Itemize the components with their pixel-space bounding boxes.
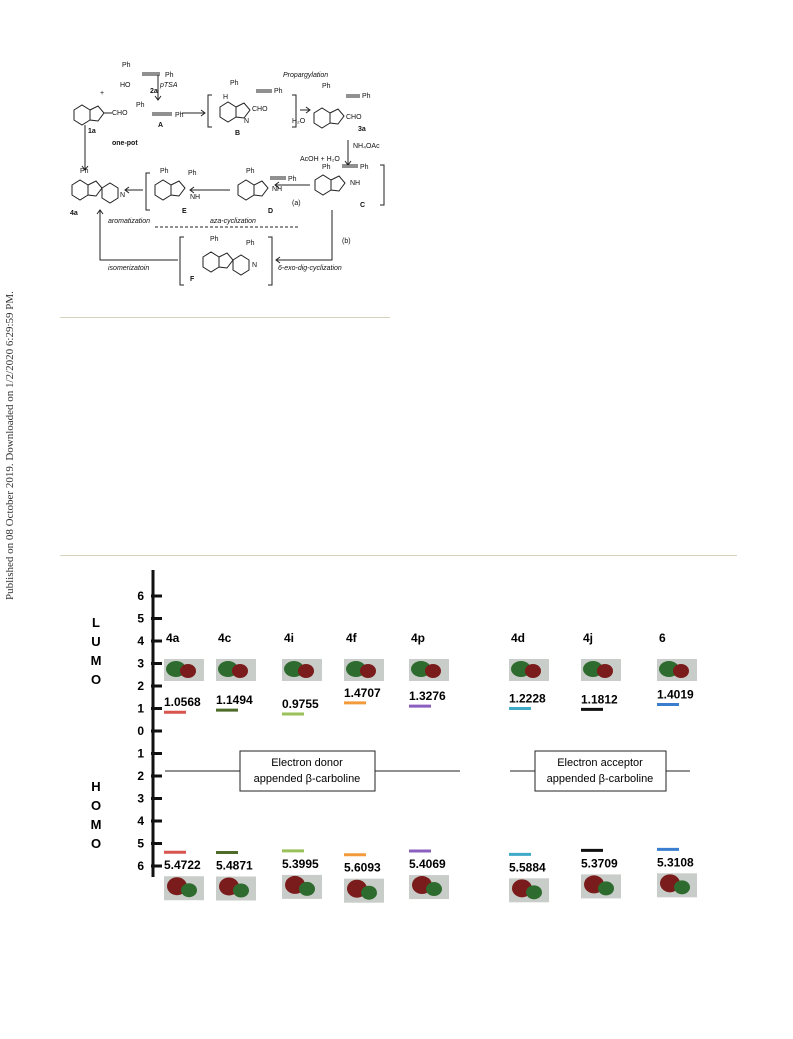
lumo-value: 1.3276 bbox=[409, 689, 446, 704]
water-label: H₂O bbox=[292, 118, 306, 125]
acceptor-section bbox=[510, 751, 690, 791]
homo-value: 5.4069 bbox=[409, 857, 446, 872]
lumo-lobe-red bbox=[673, 664, 689, 678]
homo-tick-label: 3 bbox=[137, 791, 144, 806]
homo-tick-label: 2 bbox=[137, 769, 144, 783]
svg-text:Ph: Ph bbox=[160, 168, 169, 175]
homo-lobe-green bbox=[181, 883, 197, 897]
compound-F: F bbox=[190, 276, 195, 283]
svg-text:Ph: Ph bbox=[322, 83, 331, 90]
nh4oac-label: NH₄OAc bbox=[353, 143, 380, 150]
compound-name: 4f bbox=[346, 631, 357, 645]
energy-axis bbox=[137, 570, 162, 877]
nh-D: NH bbox=[272, 186, 283, 193]
acoh-label: AcOH + H₂O bbox=[300, 156, 340, 163]
homo-lobe-green bbox=[674, 880, 690, 894]
donor-section bbox=[165, 751, 460, 791]
homo-letter: H bbox=[91, 779, 101, 794]
homo-lumo-diagram bbox=[80, 565, 760, 905]
homo-tick-label: 4 bbox=[137, 814, 144, 828]
donor-box-line1: Electron donor bbox=[271, 757, 343, 769]
svg-text:Ph: Ph bbox=[246, 168, 255, 175]
lumo-tick-label: 0 bbox=[137, 724, 144, 738]
compound-name: 4p bbox=[411, 631, 426, 645]
homo-lobe-green bbox=[426, 882, 442, 896]
compound-name: 4a bbox=[166, 631, 180, 645]
lumo-lobe-red bbox=[232, 664, 248, 678]
homo-value: 5.3709 bbox=[581, 856, 618, 871]
lumo-tick-label: 1 bbox=[137, 701, 144, 716]
cho-1a: CHO bbox=[112, 110, 128, 117]
cho-3a: CHO bbox=[346, 114, 362, 121]
ptsa-label: pTSA bbox=[160, 82, 178, 89]
lumo-value: 1.2228 bbox=[509, 691, 546, 706]
compound-name: 4i bbox=[284, 631, 295, 645]
compound-4a: 4a bbox=[70, 210, 78, 217]
homo-value: 5.5884 bbox=[509, 860, 546, 875]
homo-lobe-green bbox=[299, 882, 315, 896]
lumo-lobe-red bbox=[525, 664, 541, 678]
lumo-tick-label: 4 bbox=[137, 634, 144, 648]
homo-tick-label: 5 bbox=[137, 836, 144, 851]
svg-text:Ph: Ph bbox=[288, 176, 297, 183]
lumo-letter: L bbox=[92, 615, 100, 630]
homo-letter: M bbox=[90, 817, 102, 832]
lumo-value: 0.9755 bbox=[282, 697, 319, 712]
compound-C: C bbox=[360, 202, 366, 209]
lumo-lobe-red bbox=[298, 664, 314, 678]
compound-name: 4j bbox=[583, 631, 594, 645]
homo-letter: O bbox=[90, 836, 102, 851]
compound-B: B bbox=[235, 130, 241, 137]
lumo-letter: U bbox=[91, 634, 101, 649]
path-b: (b) bbox=[342, 238, 351, 245]
lumo-letter: M bbox=[90, 653, 102, 668]
lumo-value: 1.1494 bbox=[216, 693, 253, 708]
lumo-lobe-red bbox=[180, 664, 196, 678]
path-a: (a) bbox=[292, 200, 301, 207]
homo-value: 5.3108 bbox=[657, 855, 694, 870]
compound-1a: 1a bbox=[88, 128, 96, 135]
compound-E: E bbox=[182, 208, 187, 215]
compound-name: 4d bbox=[511, 631, 526, 645]
divider-top bbox=[60, 317, 390, 318]
compound-name: 4c bbox=[218, 631, 232, 645]
nh-C: NH bbox=[350, 180, 361, 187]
lumo-lobe-red bbox=[425, 664, 441, 678]
lumo-value: 1.0568 bbox=[164, 695, 201, 710]
svg-text:Ph: Ph bbox=[175, 112, 184, 119]
compound-4a bbox=[164, 631, 204, 900]
homo-lobe-green bbox=[598, 881, 614, 895]
cho-B: CHO bbox=[252, 106, 268, 113]
aza-cyclization-label: aza-cyclization bbox=[210, 218, 256, 225]
svg-text:Ph: Ph bbox=[246, 240, 255, 247]
homo-lobe-green bbox=[361, 886, 377, 900]
lumo-tick-label: 6 bbox=[137, 589, 144, 603]
lumo-tick-label: 5 bbox=[137, 611, 144, 626]
acceptor-box-line2: appended β-carboline bbox=[546, 773, 654, 785]
n-B: N bbox=[244, 118, 250, 125]
reaction-scheme bbox=[60, 55, 390, 305]
ph-label: Ph bbox=[122, 62, 131, 69]
compound-A: A bbox=[158, 122, 164, 129]
compound-name: 6 bbox=[659, 631, 666, 645]
homo-lobe-green bbox=[526, 885, 542, 899]
homo-tick-label: 1 bbox=[137, 746, 144, 761]
plus-sign: + bbox=[100, 90, 105, 97]
lumo-letter: O bbox=[90, 672, 102, 687]
nh-E: NH bbox=[190, 194, 201, 201]
homo-value: 5.6093 bbox=[344, 860, 381, 875]
isomerization-label: isomerizatoin bbox=[108, 265, 150, 272]
n-4a: N bbox=[120, 192, 126, 199]
donor-box-line2: appended β-carboline bbox=[253, 773, 361, 785]
aromatization-label: aromatization bbox=[108, 218, 151, 225]
compound-3a: 3a bbox=[358, 126, 366, 133]
lumo-value: 1.4019 bbox=[657, 687, 694, 702]
lumo-value: 1.4707 bbox=[344, 685, 381, 700]
lumo-value: 1.1812 bbox=[581, 692, 618, 707]
svg-text:Ph: Ph bbox=[210, 236, 219, 243]
acceptor-box-line1: Electron acceptor bbox=[557, 757, 643, 769]
lumo-tick-label: 2 bbox=[137, 679, 144, 693]
svg-text:Ph: Ph bbox=[188, 170, 197, 177]
svg-text:Ph: Ph bbox=[360, 164, 369, 171]
lumo-lobe-red bbox=[597, 664, 613, 678]
svg-text:Ph: Ph bbox=[274, 88, 283, 95]
svg-text:Ph: Ph bbox=[362, 93, 371, 100]
compound-D: D bbox=[268, 208, 274, 215]
h-label: H bbox=[223, 94, 229, 101]
lumo-tick-label: 3 bbox=[137, 656, 144, 671]
compound-4p bbox=[409, 631, 449, 899]
svg-text:Ph: Ph bbox=[136, 102, 145, 109]
homo-value: 5.4871 bbox=[216, 858, 253, 873]
compound-2a: 2a bbox=[150, 88, 158, 95]
homo-lobe-green bbox=[233, 883, 249, 897]
lumo-lobe-red bbox=[360, 664, 376, 678]
indole-ring-1a bbox=[74, 105, 90, 125]
homo-letter: O bbox=[90, 798, 102, 813]
svg-text:Ph: Ph bbox=[322, 164, 331, 171]
homo-tick-label: 6 bbox=[137, 859, 144, 873]
svg-text:Ph: Ph bbox=[80, 168, 89, 175]
divider-bottom bbox=[60, 555, 737, 556]
ho-label: HO bbox=[120, 82, 131, 89]
propargylation-label: Propargylation bbox=[283, 72, 329, 79]
publication-note: Published on 08 October 2019. Downloaded on 1/2/2020 6:29:59 PM. bbox=[4, 291, 16, 600]
one-pot-label: one-pot bbox=[112, 140, 138, 147]
orbital-letters bbox=[91, 615, 102, 851]
exo-dig-label: 6-exo-dig-cyclization bbox=[278, 265, 342, 272]
n-F: N bbox=[252, 262, 258, 269]
svg-text:Ph: Ph bbox=[165, 72, 174, 79]
homo-value: 5.4722 bbox=[164, 858, 201, 873]
svg-text:Ph: Ph bbox=[230, 80, 239, 87]
homo-value: 5.3995 bbox=[282, 856, 319, 871]
